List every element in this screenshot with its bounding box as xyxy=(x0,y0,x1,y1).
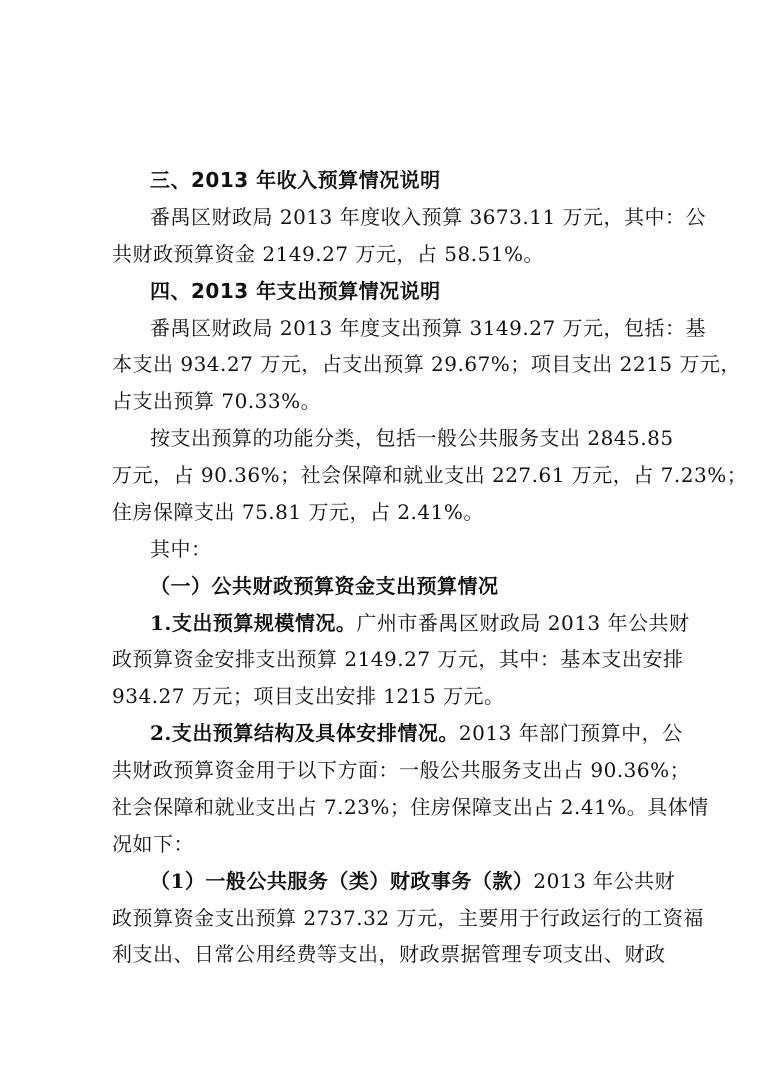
item-3-line-1-text: 2013 年公共财 xyxy=(533,869,676,893)
subsection-1-heading: （一）公共财政预算资金支出预算情况 xyxy=(150,574,499,598)
section-4-paragraph-1-line-1: 番禺区财政局 2013 年度支出预算 3149.27 万元，包括：基 xyxy=(150,316,707,340)
item-3-line-1 xyxy=(150,867,675,895)
item-3-line-2: 政预算资金支出预算 2737.32 万元，主要用于行政运行的工资福 xyxy=(112,906,704,930)
item-1-line-2: 政预算资金安排支出预算 2149.27 万元，其中：基本支出安排 xyxy=(112,647,684,671)
section-4-heading: 四、2013 年支出预算情况说明 xyxy=(150,279,441,303)
item-3-title: （1）一般公共服务（类）财政事务（款） xyxy=(150,869,534,893)
item-1-line-1-text: 广州市番禺区财政局 2013 年公共财 xyxy=(356,611,690,635)
item-3-line-3: 利支出、日常公用经费等支出，财政票据管理专项支出、财政 xyxy=(112,942,666,966)
section-3-paragraph-line-1: 番禺区财政局 2013 年度收入预算 3673.11 万元，其中：公 xyxy=(150,205,707,229)
item-2-title: 2.支出预算结构及具体安排情况。 xyxy=(150,721,459,745)
section-3-heading: 三、2013 年收入预算情况说明 xyxy=(150,168,441,192)
item-1-line-3: 934.27 万元；项目支出安排 1215 万元。 xyxy=(112,684,505,708)
section-4-paragraph-1-line-2: 本支出 934.27 万元，占支出预算 29.67%；项目支出 2215 万元， xyxy=(112,352,741,376)
item-2-line-4: 况如下： xyxy=(112,832,194,856)
section-4-paragraph-2-line-2: 万元，占 90.36%；社会保障和就业支出 227.61 万元，占 7.23%； xyxy=(112,463,748,487)
item-2-line-2: 共财政预算资金用于以下方面：一般公共服务支出占 90.36%； xyxy=(112,758,691,782)
qizhong-label: 其中： xyxy=(150,537,212,561)
section-4-paragraph-2-line-3: 住房保障支出 75.81 万元，占 2.41%。 xyxy=(112,500,484,524)
item-1-title: 1.支出预算规模情况。 xyxy=(150,611,357,635)
item-2-line-1-text: 2013 年部门预算中，公 xyxy=(458,721,683,745)
item-2-line-1 xyxy=(150,719,683,747)
section-4-paragraph-2-line-1: 按支出预算的功能分类，包括一般公共服务支出 2845.85 xyxy=(150,426,674,450)
section-3-paragraph-line-2: 共财政预算资金 2149.27 万元，占 58.51%。 xyxy=(112,242,545,266)
item-2-line-3: 社会保障和就业支出占 7.23%；住房保障支出占 2.41%。具体情 xyxy=(112,795,709,819)
item-1-line-1 xyxy=(150,609,690,637)
section-4-paragraph-1-line-3: 占支出预算 70.33%。 xyxy=(112,389,322,413)
